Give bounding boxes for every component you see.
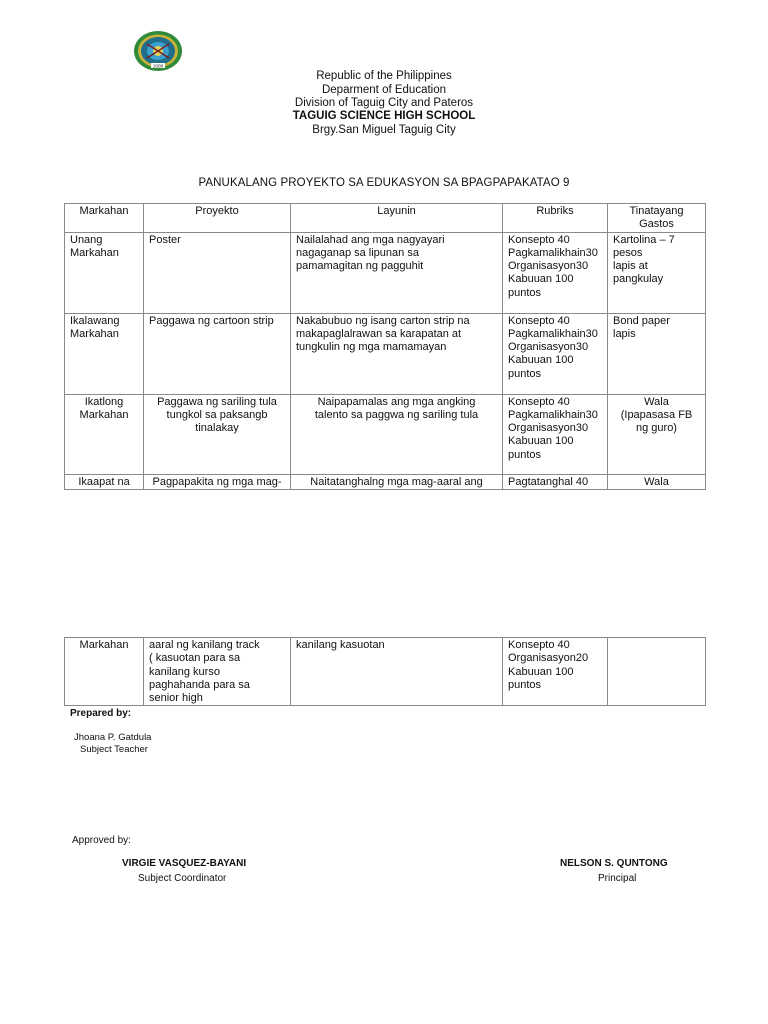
col-header-markahan: Markahan xyxy=(65,204,144,233)
principal-role: Principal xyxy=(598,873,637,884)
cell-proyekto: Paggawa ng sariling tula tungkol sa paksangb tinalakay xyxy=(144,394,291,474)
table-row xyxy=(65,313,706,394)
cell-rubriks: Pagtatanghal 40 xyxy=(503,474,608,489)
cell-proyekto: Poster xyxy=(144,232,291,313)
cell-layunin: Naipapamalas ang mga angking talento sa paggwa ng sariling tula xyxy=(291,394,503,474)
table-row xyxy=(65,638,706,706)
cell-markahan: Ikalawang Markahan xyxy=(65,313,144,394)
table-row xyxy=(65,232,706,313)
col-header-rubriks: Rubriks xyxy=(503,204,608,233)
cell-gastos: Wala (Ipapasasa FB ng guro) xyxy=(608,394,706,474)
table-row xyxy=(65,394,706,474)
school-seal-icon xyxy=(133,30,183,72)
col-header-gastos: Tinatayang Gastos xyxy=(608,204,706,233)
preparer-name: Jhoana P. Gatdula xyxy=(74,732,152,743)
cell-layunin: Naitatanghalng mga mag-aaral ang xyxy=(291,474,503,489)
cell-markahan: Unang Markahan xyxy=(65,232,144,313)
approved-label: Approved by: xyxy=(72,835,131,846)
school-address: Brgy.San Miguel Taguig City xyxy=(312,124,456,136)
school-seal-logo xyxy=(133,30,183,72)
principal-name: NELSON S. QUNTONG xyxy=(560,858,668,869)
cell-rubriks: Konsepto 40 Pagkamalikhain30 Organisasyon30 Kabuuan 100 puntos xyxy=(503,232,608,313)
cell-layunin: kanilang kasuotan xyxy=(291,638,503,706)
republic-line: Republic of the Philippines xyxy=(316,70,452,82)
cell-layunin: Nakabubuo ng isang carton strip na makapaglalrawan sa karapatan at tungkulin ng mga mamamayan xyxy=(291,313,503,394)
cell-rubriks: Konsepto 40 Organisasyon20 Kabuuan 100 puntos xyxy=(503,638,608,706)
cell-rubriks: Konsepto 40 Pagkamalikhain30 Organisasyon30 Kabuuan 100 puntos xyxy=(503,394,608,474)
school-name: TAGUIG SCIENCE HIGH SCHOOL xyxy=(292,110,476,122)
prepared-label: Prepared by: xyxy=(70,708,132,719)
project-table-continued xyxy=(64,637,706,706)
cell-markahan: Ikaapat na xyxy=(65,474,144,489)
cell-markahan: Ikatlong Markahan xyxy=(65,394,144,474)
cell-gastos: Bond paper lapis xyxy=(608,313,706,394)
table-header-row xyxy=(65,204,706,233)
logo-year: 2008 xyxy=(152,63,164,69)
cell-gastos xyxy=(608,638,706,706)
coordinator-role: Subject Coordinator xyxy=(138,873,227,884)
project-table xyxy=(64,203,706,490)
cell-rubriks: Konsepto 40 Pagkamalikhain30 Organisasyon30 Kabuuan 100 puntos xyxy=(503,313,608,394)
table-row xyxy=(65,474,706,489)
cell-layunin: Nailalahad ang mga nagyayari nagaganap sa lipunan sa pamamagitan ng pagguhit xyxy=(291,232,503,313)
cell-markahan: Markahan xyxy=(65,638,144,706)
department-line: Deparment of Education xyxy=(321,84,447,96)
cell-gastos: Kartolina – 7 pesos lapis at pangkulay xyxy=(608,232,706,313)
cell-proyekto: Pagpapakita ng mga mag- xyxy=(144,474,291,489)
preparer-role: Subject Teacher xyxy=(80,744,148,755)
col-header-layunin: Layunin xyxy=(291,204,503,233)
cell-proyekto: Paggawa ng cartoon strip xyxy=(144,313,291,394)
coordinator-name: VIRGIE VASQUEZ-BAYANI xyxy=(122,858,247,869)
document-title: PANUKALANG PROYEKTO SA EDUKASYON SA BPAGPAPAKATAO 9 xyxy=(198,177,570,189)
cell-gastos: Wala xyxy=(608,474,706,489)
division-line: Division of Taguig City and Pateros xyxy=(294,97,474,109)
col-header-proyekto: Proyekto xyxy=(144,204,291,233)
cell-proyekto: aaral ng kanilang track ( kasuotan para sa kanilang kurso paghahanda para sa senior high xyxy=(144,638,291,706)
